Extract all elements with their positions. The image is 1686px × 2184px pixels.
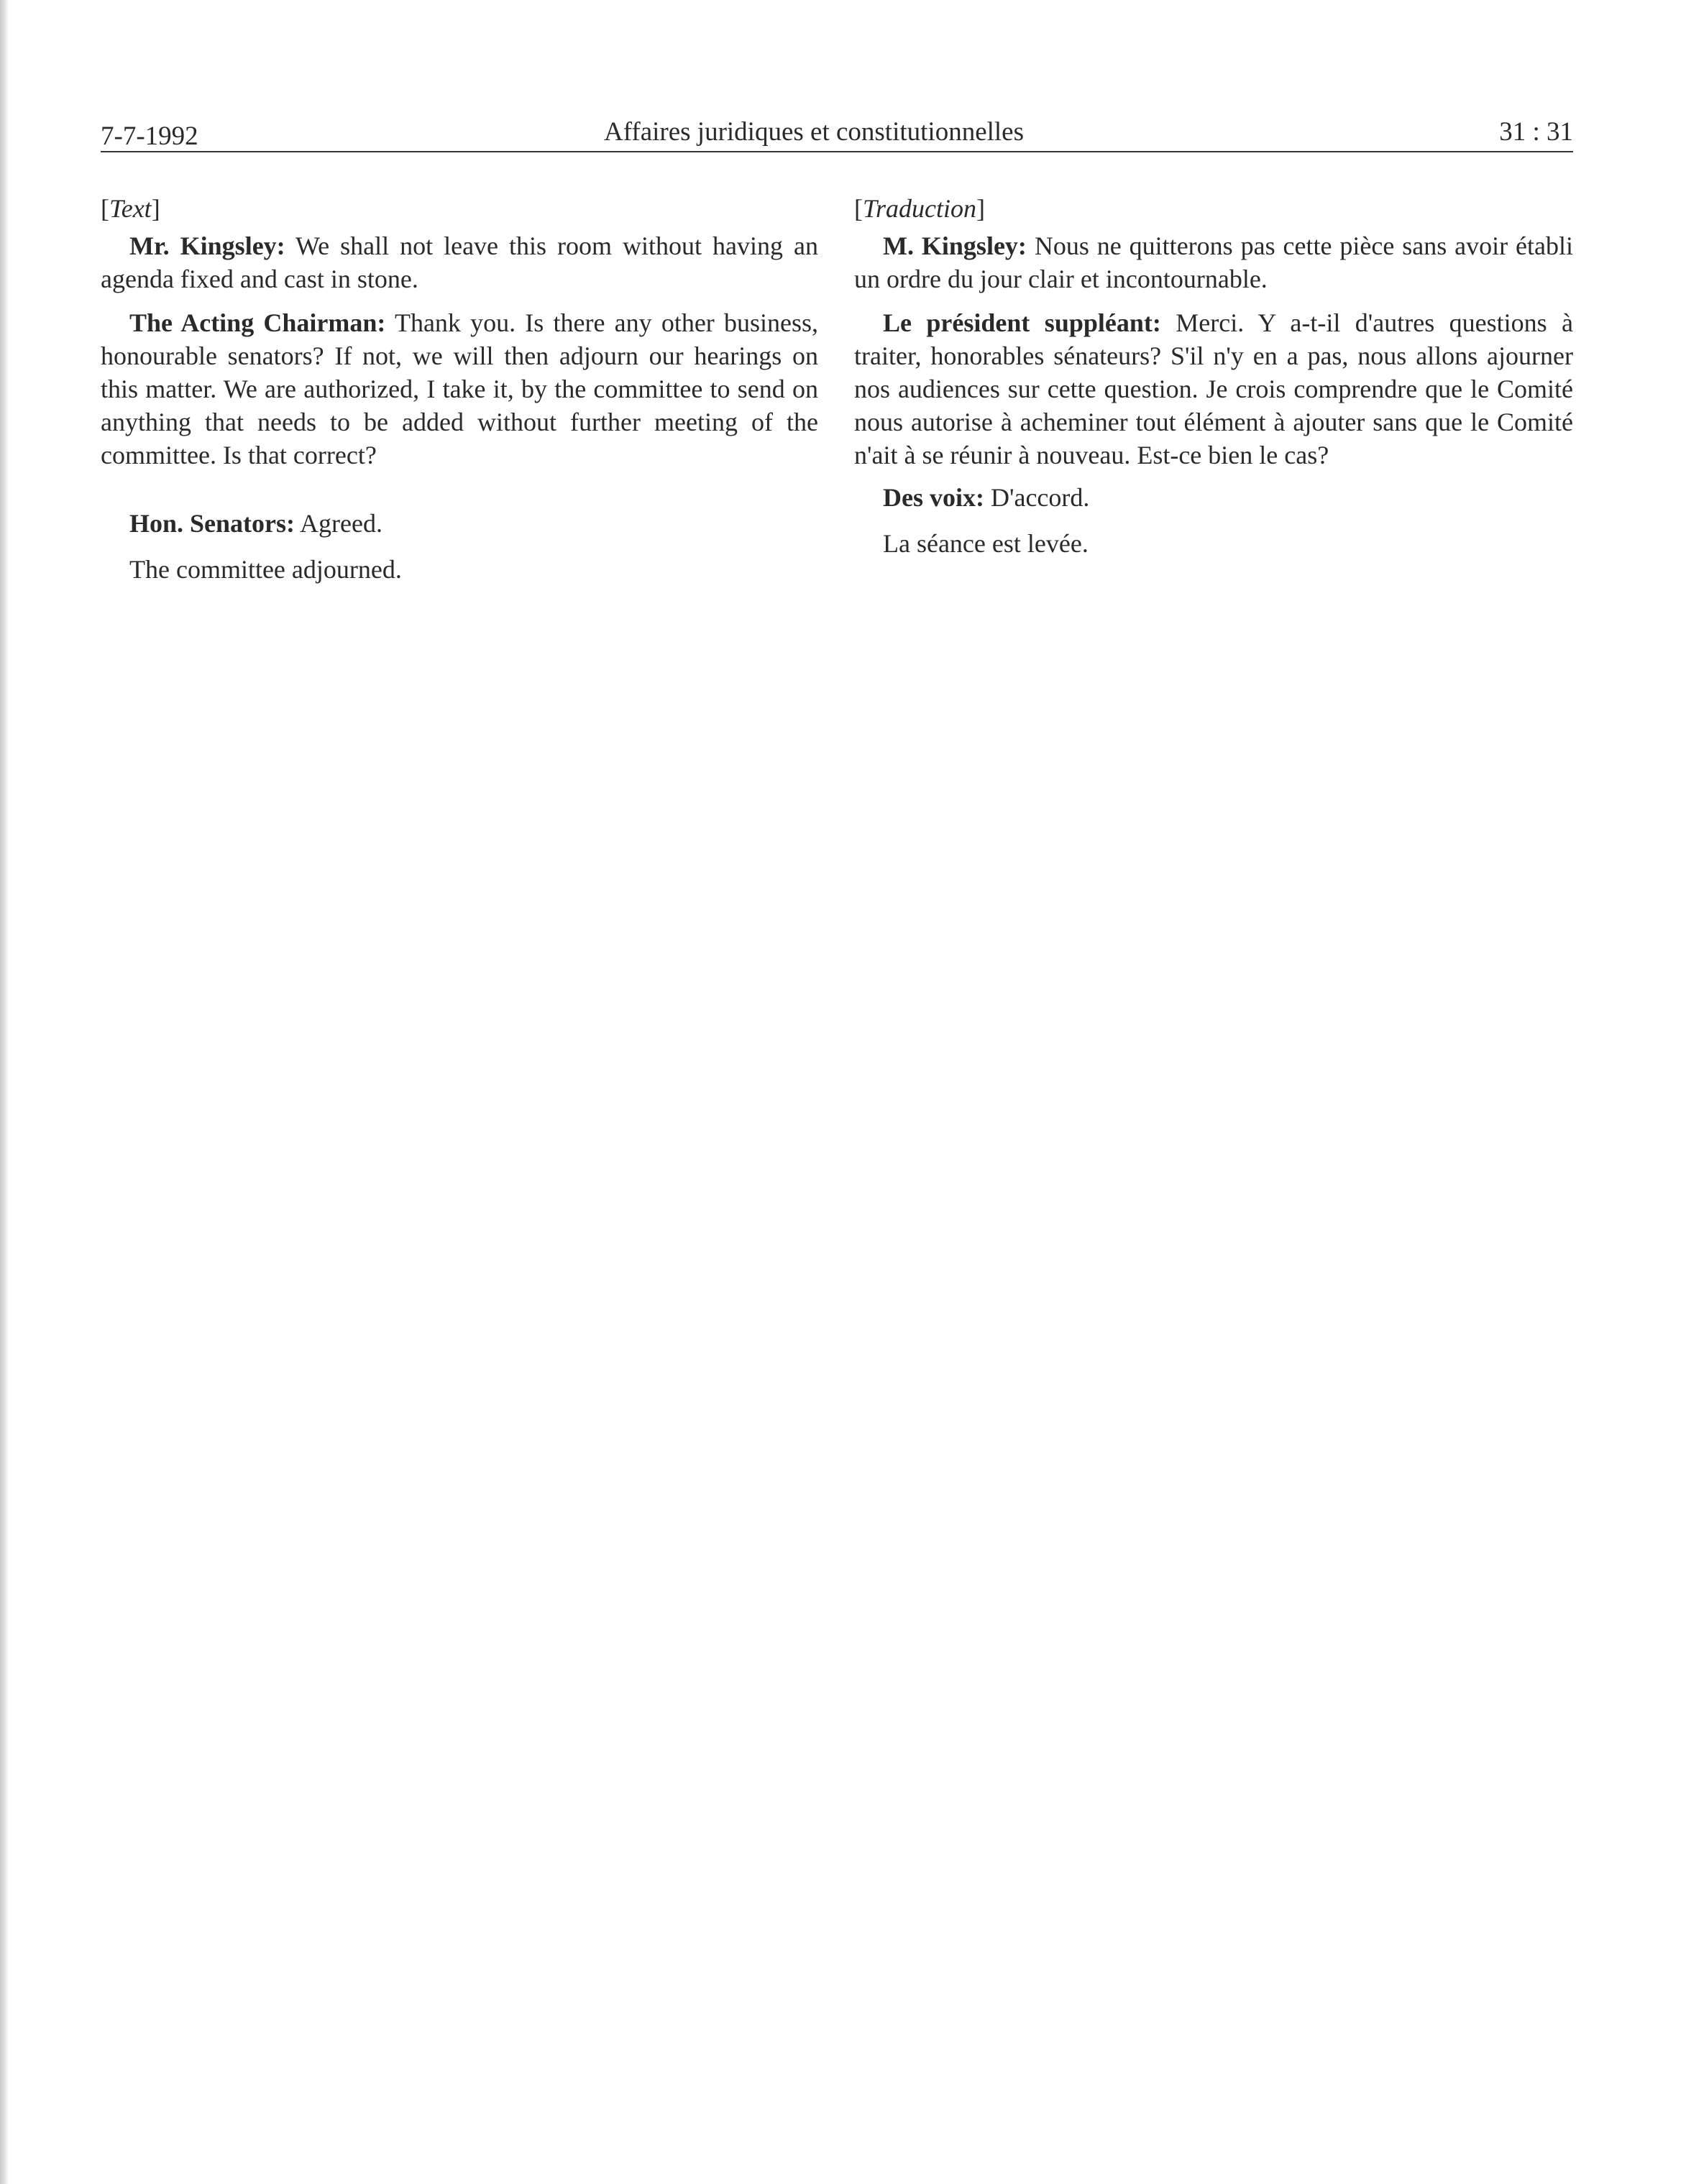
header-rule <box>101 151 1573 152</box>
speech-text: The committee adjourned. <box>129 555 402 584</box>
paragraph-acting-chairman-en <box>101 307 818 472</box>
paragraph-kingsley-en <box>101 230 818 296</box>
speaker-name: Des voix: <box>883 483 984 513</box>
paragraph-senators-en <box>101 508 818 541</box>
english-column <box>101 193 818 587</box>
french-column <box>854 193 1573 561</box>
paragraph-adjourned-fr <box>854 528 1573 561</box>
speaker-name: Mr. Kingsley: <box>129 231 285 260</box>
paragraph-voices-fr <box>854 482 1573 515</box>
paragraph-acting-chairman-fr <box>854 307 1573 472</box>
speaker-name: Le président suppléant: <box>883 308 1161 338</box>
page-edge-shadow <box>0 0 9 2184</box>
header-date: 7-7-1992 <box>101 121 198 151</box>
paragraph-adjourned-en <box>101 554 818 587</box>
speech-text: Thank you. Is there any other business, honourable senators? If not, we will then adjourn our hearings on this matter. We are authorized, I take it, by the committee to send on anything that needs to be added without further meeting of the committee. Is that correct? <box>101 308 818 469</box>
speech-text: La séance est levée. <box>883 529 1089 559</box>
header-title: Affaires juridiques et constitutionnelles <box>604 117 1024 147</box>
section-label-english: [Text] <box>101 194 160 223</box>
speech-text: D'accord. <box>984 483 1090 513</box>
header-page-number: 31 : 31 <box>1499 117 1573 147</box>
paragraph-kingsley-fr <box>854 230 1573 296</box>
speaker-name: M. Kingsley: <box>883 231 1027 260</box>
section-label-french: [Traduction] <box>854 194 986 223</box>
speech-text: We shall not leave this room without having an agenda fixed and cast in stone. <box>101 231 819 293</box>
speech-text: Merci. Y a-t-il d'autres questions à traiter, honorables sénateurs? S'il n'y en a pas, nous allons ajourner nos audiences sur cette question. Je crois comprendre que le Comité nous autorise à acheminer tout élément à ajouter sans que le Comité n'ait à se réunir à nouveau. Est-ce bien le cas? <box>854 308 1574 469</box>
speech-text: Nous ne quitterons pas cette pièce sans avoir établi un ordre du jour clair et incontournable. <box>854 231 1574 293</box>
speaker-name: Hon. Senators: <box>129 509 295 538</box>
speech-text: Agreed. <box>295 509 382 538</box>
speaker-name: The Acting Chairman: <box>129 308 386 338</box>
